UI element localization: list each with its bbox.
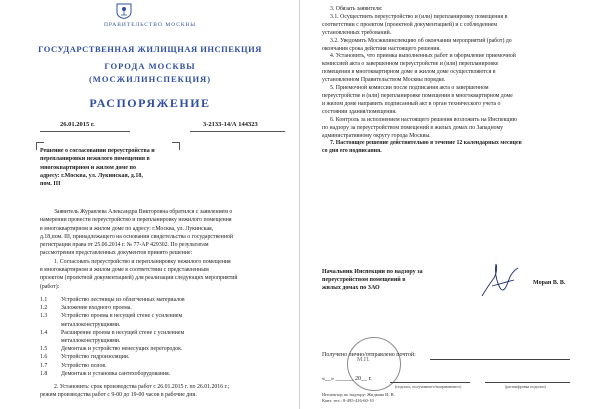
work-item-number: 1.4 xyxy=(40,329,48,336)
work-item-number: 1.8 xyxy=(40,370,48,377)
phone-line: Конт. тел.: 8-495-416-60-10 xyxy=(322,398,374,403)
work-item-text: Устройство полов. xyxy=(61,362,107,369)
work-item-number: 1.7 xyxy=(40,362,48,369)
text-line: переустройстве и (или) перепланировке помещения в многоквартирном доме xyxy=(322,92,513,99)
work-item-number: 1.3 xyxy=(40,313,48,320)
text-line: 5. Приемочной комиссии после подписания акта о завершенном xyxy=(330,85,489,92)
text-line: (работ): xyxy=(40,283,60,290)
text-line: по надзору за переустройством помещений в жилых домах по Западному xyxy=(322,124,504,131)
signatory-title-line: Начальник Инспекции по надзору за xyxy=(322,269,423,275)
subject-line: Решение о согласовании переустройства и xyxy=(40,148,155,154)
text-line: в многоквартирном и жилом доме в соответствии с представленным xyxy=(40,267,209,274)
receipt-label: Получено лично/отправлено почтой: xyxy=(322,352,416,358)
government-label: ПРАВИТЕЛЬСТВО МОСКВЫ xyxy=(103,22,197,28)
work-item-text: Расширение проема в несущей стене с усилением xyxy=(61,329,185,336)
text-line: административному округу города Москвы. xyxy=(322,132,431,139)
text-line: Заявитель Журавлева Александра Викторовна обратился с заявлением о xyxy=(54,209,233,215)
text-line: помещения в многоквартирном доме и жилом доме осуществляются в xyxy=(322,69,496,76)
text-line: режим производства работ с 9-00 до 19-00 часов в рабочие дни. xyxy=(40,392,197,399)
text-line: 4. Установить, что приемка выполненных работ и оформление приемочной xyxy=(330,53,516,60)
handwritten-signature xyxy=(474,258,524,303)
date-underline xyxy=(40,131,130,132)
signature-caption: (подпись, получившего/направившего) xyxy=(395,384,462,389)
work-item-text: Демонтаж и установка сантехоборудования. xyxy=(61,370,171,377)
name-underline xyxy=(485,382,570,383)
text-line: и жилом доме направить подписанный акт в орган технического учета о xyxy=(322,100,501,107)
receipt-date-line: «__» ______ 20__ г. xyxy=(322,376,372,382)
name-caption: (расшифровка подписи) xyxy=(505,384,546,389)
deadline-paragraph xyxy=(40,383,290,400)
text-line: установленных требований. xyxy=(322,29,392,36)
text-line: установленном Правительством Москвы порядке. xyxy=(322,77,446,84)
obligations-block xyxy=(322,6,584,156)
work-item-text: Устройство гидроизоляции. xyxy=(61,354,130,361)
text-line: окончания срока действия настоящего решения. xyxy=(322,45,441,52)
executor-info xyxy=(322,392,395,404)
executor-line: Инспектор по надзору: Жидкова И. В. xyxy=(322,392,395,397)
text-line: рассмотрения представленных документов принято решение: xyxy=(40,250,193,257)
receipt-underline xyxy=(430,359,570,360)
work-item-text: Устройство проема в несущей стене с усилением xyxy=(61,313,183,320)
text-line: со дня его подписания. xyxy=(322,148,382,155)
signatory-title-line: жилых домах по ЗАО xyxy=(322,285,380,292)
text-line: в многоквартирном и жилом доме по адресу: г.Москва, ул. Лукинская, xyxy=(40,225,214,232)
org-name-line3: (МОСЖИЛИНСПЕКЦИЯ) xyxy=(88,74,212,84)
document-date: 26.01.2015 г. xyxy=(60,121,95,128)
text-line: соответствии с проектом (проектной документацией) и с соблюдением xyxy=(322,21,498,28)
text-line: намерении провести переустройство и перепланировку нежилого помещения xyxy=(40,217,232,224)
signatory-name: Моран В. В. xyxy=(533,280,566,286)
subject-block xyxy=(40,147,170,188)
text-line: 7. Настоящее решение действительно в течение 12 календарных месяцев xyxy=(330,140,522,147)
number-underline xyxy=(190,131,285,132)
work-item-number: 1.5 xyxy=(40,346,48,353)
work-item-number: 1.1 xyxy=(40,297,48,303)
stamp-label: М.П. xyxy=(357,357,370,363)
text-line: регистрации права от 25.06.2014 г. № 77-АР 429302. По результатам xyxy=(40,242,209,249)
text-line: комиссией акта о завершенном переустройстве и (или) перепланировке xyxy=(322,61,499,68)
subject-line: пом. III xyxy=(40,181,61,188)
org-name-line1: ГОСУДАРСТВЕННАЯ ЖИЛИЩНАЯ ИНСПЕКЦИЯ xyxy=(38,44,262,54)
work-item-text: металлоконструкциями. xyxy=(61,338,121,344)
text-line: 1. Согласовать переустройство и перепланировку нежилого помещения xyxy=(54,258,231,265)
work-item-text: металлоконструкциями. xyxy=(61,321,121,328)
subject-line: перепланировки нежилого помещения в xyxy=(40,156,150,163)
text-line: д.18,пом. III, принадлежащего на основании свидетельства о государственной xyxy=(40,233,233,240)
text-line: 2. Установить: срок производства работ с 26.01.2015 г. по 26.01.2016 г.; xyxy=(54,384,230,390)
signature-underline xyxy=(390,382,470,383)
work-item-text: Демонтаж и устройство ненесущих перегородок. xyxy=(61,346,183,353)
text-line: состоянии здания/помещения. xyxy=(322,108,397,115)
signatory-title xyxy=(322,268,482,293)
work-item-number: 1.6 xyxy=(40,354,48,361)
document-type: РАСПОРЯЖЕНИЕ xyxy=(89,96,211,110)
work-item-number: 1.2 xyxy=(40,305,48,312)
moscow-emblem-icon xyxy=(115,3,133,19)
work-item-text: Заложение входного проема. xyxy=(61,305,132,312)
applicant-paragraph xyxy=(40,208,290,291)
org-name-line2: ГОРОДА МОСКВЫ xyxy=(104,61,196,71)
text-line: 3. Обязать заявителя: xyxy=(330,6,383,12)
signatory-title-line: переустройством помещений в xyxy=(322,277,406,284)
document-number: 3-2133-14/А 144323 xyxy=(203,121,258,128)
work-item-text: Устройство лестницы из облегченных материалов xyxy=(61,297,185,303)
subject-line: многоквартирном и жилом доме по xyxy=(40,164,136,171)
page-right xyxy=(300,0,600,409)
subject-line: адресу: г.Москва, ул. Лукинская, д.18, xyxy=(40,172,143,179)
text-line: 3.1. Осуществить переустройство и (или) перепланировку помещения в xyxy=(330,13,508,20)
text-line: 6. Контроль за исполнением настоящего решения возложить на Инспекцию xyxy=(330,116,517,123)
text-line: 3.2. Уведомить Мосжилинспекцию об окончании мероприятий (работ) до xyxy=(330,37,512,44)
text-line: проектом (проектной документацией) для реализации следующих мероприятий xyxy=(40,275,238,282)
subject-corner-right xyxy=(172,142,180,150)
